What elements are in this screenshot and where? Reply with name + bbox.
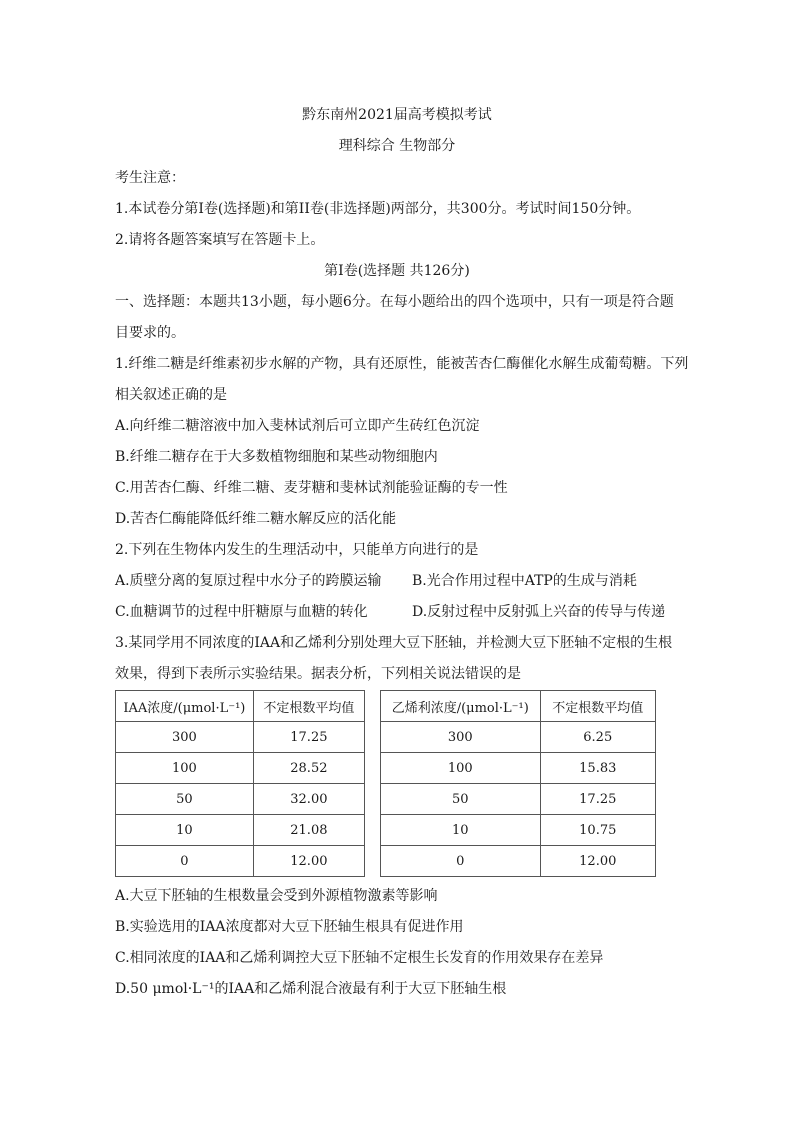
q1-option-a: A.向纤维二糖溶液中加入斐林试剂后可立即产生砖红色沉淀 [115,418,480,434]
table-header-cell: 乙烯利浓度/(μmol·L⁻¹) [381,691,541,722]
q3-option-a: A.大豆下胚轴的生根数量会受到外源植物激素等影响 [115,888,438,904]
table-cell: 17.25 [540,784,655,815]
table-row [116,815,365,846]
q3-option-c: C.相同浓度的IAA和乙烯利调控大豆下胚轴不定根生长发育的作用效果存在差异 [115,950,604,966]
table-header-cell: IAA浓度/(μmol·L⁻¹) [116,691,254,722]
table-header-cell: 不定根数平均值 [540,691,655,722]
q2-stem: 2.下列在生物体内发生的生理活动中，只能单方向进行的是 [115,542,479,558]
q2-option-b: B.光合作用过程中ATP的生成与消耗 [412,573,637,589]
table-cell: 100 [116,753,254,784]
table-header-cell: 不定根数平均值 [253,691,364,722]
table-cell: 10 [116,815,254,846]
table-row [116,753,365,784]
table-cell: 0 [381,846,541,877]
table-cell: 6.25 [540,722,655,753]
table-row [116,784,365,815]
table-row [381,815,656,846]
table-cell: 10.75 [540,815,655,846]
table-header-row [116,691,365,722]
ethephon-table [380,690,656,877]
table-cell: 50 [381,784,541,815]
part1-instruction: 一、选择题：本题共13小题，每小题6分。在每小题给出的四个选项中，只有一项是符合题 [115,294,674,310]
notice-heading: 考生注意： [115,170,185,186]
table-cell: 300 [381,722,541,753]
q1-stem-cont: 相关叙述正确的是 [115,387,227,403]
exam-title: 黔东南州2021届高考模拟考试 [302,107,492,123]
table-cell: 300 [116,722,254,753]
table-row [381,784,656,815]
q2-option-c: C.血糖调节的过程中肝糖原与血糖的转化 [115,604,368,620]
table-cell: 10 [381,815,541,846]
notice-item-1: 1.本试卷分第I卷(选择题)和第II卷(非选择题)两部分，共300分。考试时间150分钟。 [115,201,641,217]
table-row [116,846,365,877]
table-cell: 28.52 [253,753,364,784]
table-cell: 32.00 [253,784,364,815]
q3-option-b: B.实验选用的IAA浓度都对大豆下胚轴生根具有促进作用 [115,919,464,935]
table-cell: 0 [116,846,254,877]
part1-heading: 第I卷(选择题 共126分) [324,263,470,279]
q1-stem: 1.纤维二糖是纤维素初步水解的产物，具有还原性，能被苦杏仁酶催化水解生成葡萄糖。下列 [115,356,689,372]
q2-option-a: A.质壁分离的复原过程中水分子的跨膜运输 [115,573,382,589]
table-cell: 50 [116,784,254,815]
part1-instruction-cont: 目要求的。 [115,325,185,341]
table-cell: 12.00 [540,846,655,877]
notice-item-2: 2.请将各题答案填写在答题卡上。 [115,232,325,248]
table-row [381,753,656,784]
q3-option-d: D.50 μmol·L⁻¹的IAA和乙烯利混合液最有利于大豆下胚轴生根 [115,981,507,997]
iaa-table [115,690,365,877]
q1-option-d: D.苦杏仁酶能降低纤维二糖水解反应的活化能 [115,511,397,527]
table-cell: 15.83 [540,753,655,784]
exam-subtitle: 理科综合 生物部分 [338,138,456,154]
q2-option-d: D.反射过程中反射弧上兴奋的传导与传递 [412,604,666,620]
table-row [116,722,365,753]
q3-stem: 3.某同学用不同浓度的IAA和乙烯利分别处理大豆下胚轴，并检测大豆下胚轴不定根的生根 [115,635,673,651]
table-header-row [381,691,656,722]
q1-option-b: B.纤维二糖存在于大多数植物细胞和某些动物细胞内 [115,449,438,465]
table-row [381,846,656,877]
table-cell: 21.08 [253,815,364,846]
q3-stem-cont: 效果，得到下表所示实验结果。据表分析，下列相关说法错误的是 [115,666,521,682]
table-cell: 100 [381,753,541,784]
table-row [381,722,656,753]
table-cell: 17.25 [253,722,364,753]
q1-option-c: C.用苦杏仁酶、纤维二糖、麦芽糖和斐林试剂能验证酶的专一性 [115,480,508,496]
table-cell: 12.00 [253,846,364,877]
